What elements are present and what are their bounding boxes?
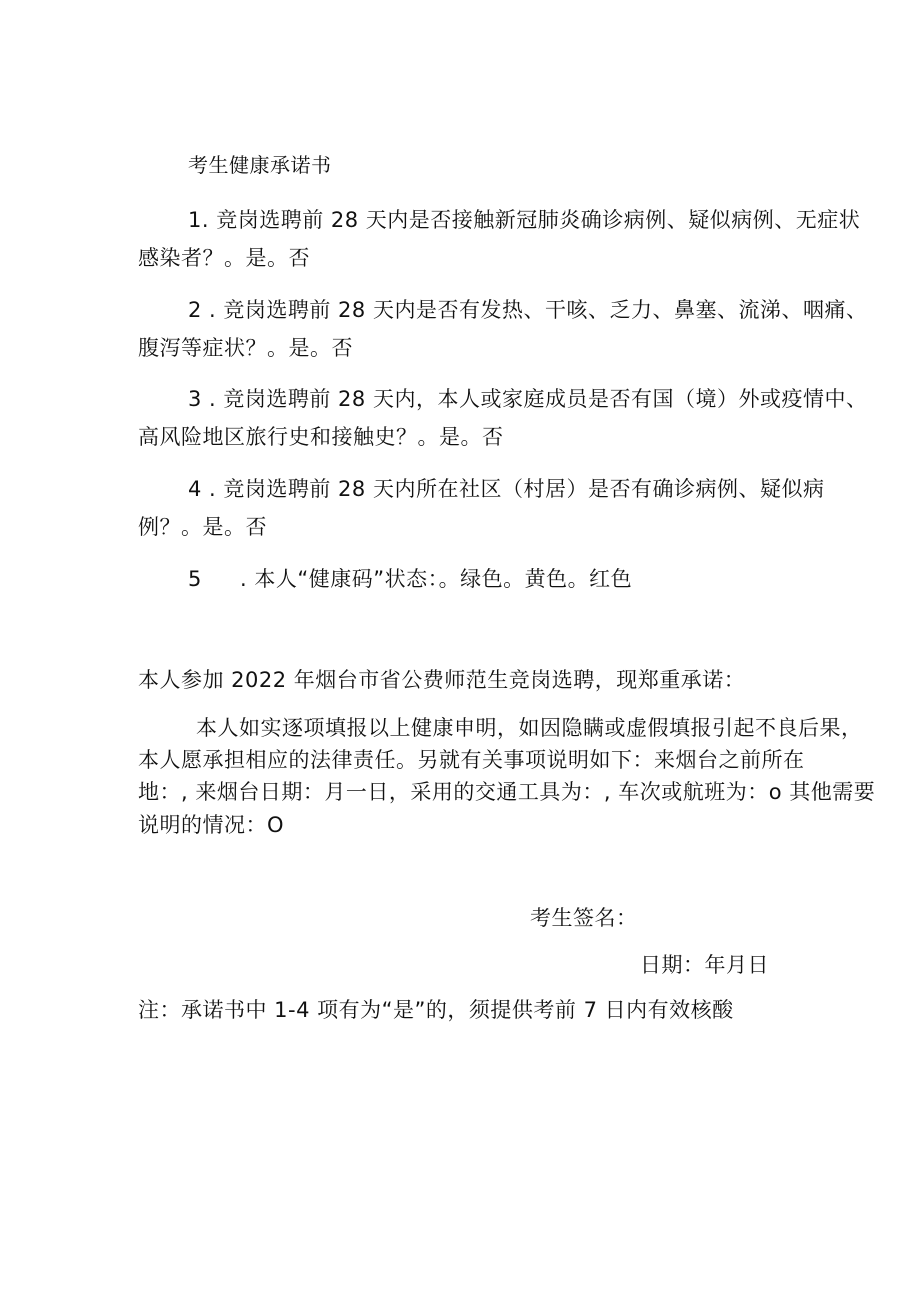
question-2-line-1: 2 . 竞岗选聘前 28 天内是否有发热、干咳、乏力、鼻塞、流涕、咽痛、	[188, 298, 868, 322]
date-label: 日期：年月日	[640, 953, 769, 977]
pledge-intro: 本人参加 2022 年烟台市省公费师范生竞岗选聘，现郑重承诺：	[138, 668, 746, 692]
question-4-line-2: 例？。是。否	[138, 515, 267, 539]
declaration-line-3: 地：, 来烟台日期：月一日，采用的交通工具为：, 车次或航班为：o 其他需要	[138, 780, 876, 804]
question-2-line-2: 腹泻等症状？。是。否	[138, 336, 353, 360]
question-5-number: 5	[188, 567, 202, 591]
footnote: 注：承诺书中 1-4 项有为“是”的，须提供考前 7 日内有效核酸	[138, 998, 734, 1022]
question-1-line-1: 1. 竞岗选聘前 28 天内是否接触新冠肺炎确诊病例、疑似病例、无症状	[188, 208, 861, 232]
question-5	[188, 564, 632, 594]
declaration-line-4: 说明的情况：O	[138, 813, 285, 837]
declaration-line-2: 本人愿承担相应的法律责任。另就有关事项说明如下：来烟台之前所在	[138, 748, 805, 772]
signature-label: 考生签名：	[530, 906, 638, 930]
question-3-line-1: 3 . 竞岗选聘前 28 天内，本人或家庭成员是否有国（境）外或疫情中、	[188, 387, 868, 411]
declaration-line-1: 本人如实逐项填报以上健康申明，如因隐瞒或虚假填报引起不良后果，	[196, 716, 863, 740]
question-3-line-2: 高风险地区旅行史和接触史？。是。否	[138, 425, 504, 449]
question-1-line-2: 感染者？。是。否	[138, 246, 310, 270]
question-4-line-1: 4 . 竞岗选聘前 28 天内所在社区（村居）是否有确诊病例、疑似病	[188, 477, 825, 501]
question-5-text: . 本人“健康码”状态：。绿色。黄色。红色	[240, 567, 633, 591]
document-title: 考生健康承诺书	[188, 153, 332, 177]
